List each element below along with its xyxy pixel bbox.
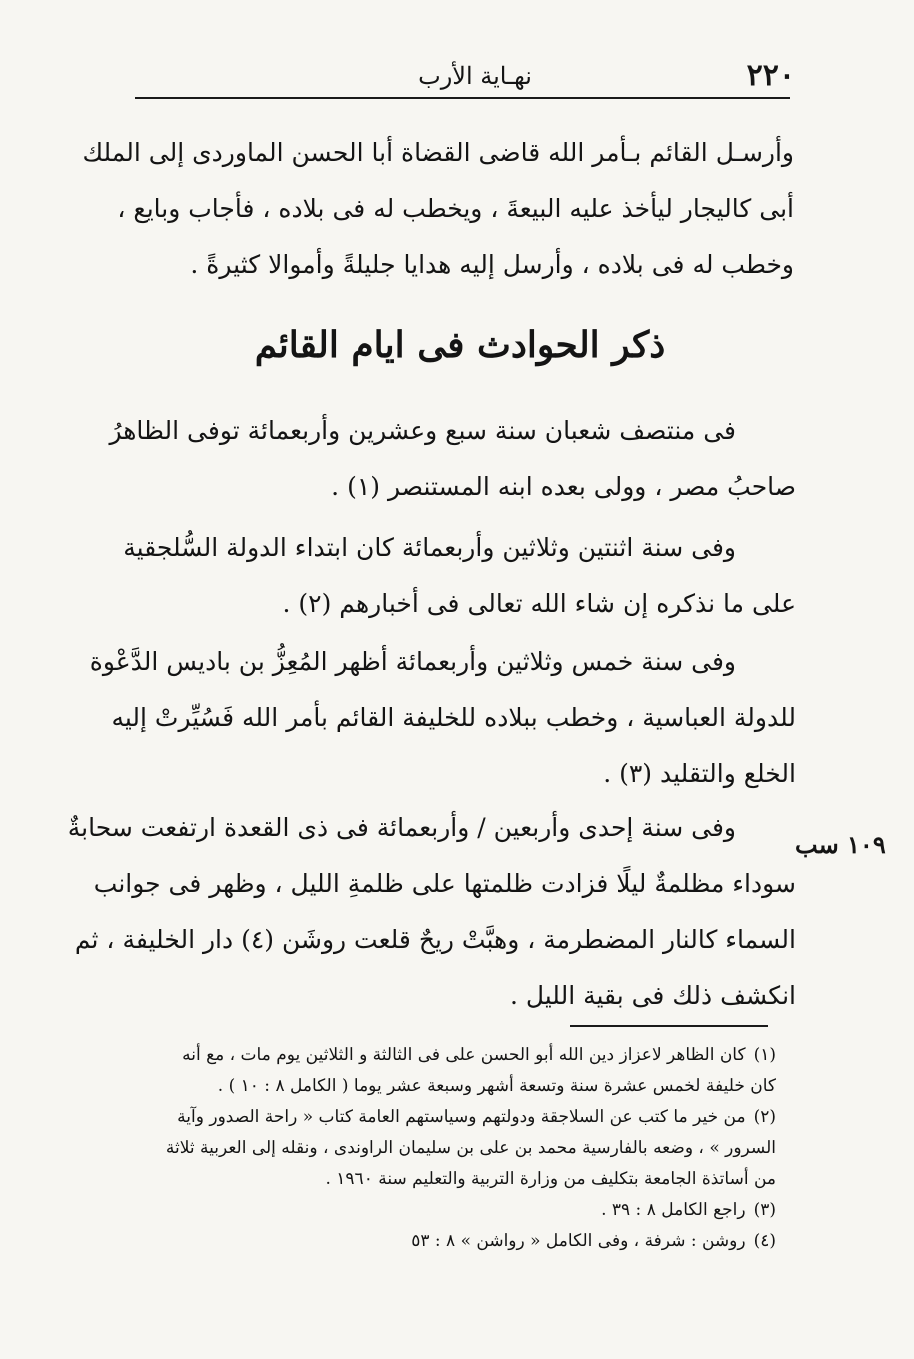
marginal-note: ١٠٩ سب [795, 830, 886, 859]
footnote-3 [126, 1195, 776, 1226]
footnote-2 [126, 1102, 776, 1195]
text-line: وفى سنة إحدى وأربعين / وأربعمائة فى ذى القعدة ارتفعت سحابةٌ [67, 813, 736, 842]
footnote-number: (٢) [753, 1107, 776, 1127]
footnote-line [126, 1195, 776, 1226]
text-line: السماء كالنار المضطرمة ، وهبَّتْ ريحٌ قلعت روشَن (٤) دار الخليفة ، ثم [74, 925, 796, 954]
footnote-line: كان خليفة لخمس عشرة سنة وتسعة أشهر وسبعة عشر يوما ( الكامل ٨ : ١٠ ) . [217, 1076, 776, 1096]
footnote-line [126, 1102, 776, 1133]
page-header [135, 58, 795, 96]
text-line: صاحبُ مصر ، وولى بعده ابنه المستنصر (١) . [331, 472, 796, 501]
paragraph-3 [89, 634, 796, 802]
footnote-number: (٣) [753, 1200, 776, 1220]
text-line: للدولة العباسية ، وخطب ببلاده للخليفة القائم بأمر الله فَسُيِّرتْ إليه [111, 703, 796, 732]
text-line: سوداء مظلمةٌ ليلًا فزادت ظلمتها على ظلمةِ الليل ، وظهر فى جوانب [93, 869, 796, 898]
running-head: نهـاية الأرب [418, 62, 532, 90]
footnote-number: (١) [753, 1045, 776, 1065]
footnote-text: كان الظاهر لاعزاز دين الله أبو الحسن على فى الثالثة و الثلاثين يوم مات ، مع أنه [182, 1045, 746, 1065]
footnote-number: (٤) [753, 1231, 776, 1251]
text-line: الخلع والتقليد (٣) . [603, 759, 796, 788]
footnote-1 [126, 1040, 776, 1102]
footnote-rule [570, 1025, 768, 1027]
paragraph-4 [67, 800, 796, 1024]
footnote-text: روشن : شرفة ، وفى الكامل « رواشن » ٨ : ٥٣ [411, 1231, 746, 1251]
text-line: وفى سنة اثنتين وثلاثين وأربعمائة كان ابتداء الدولة السُّلجقية [123, 533, 736, 562]
text-line: وخطب له فى بلاده ، وأرسل إليه هدايا جليلةً وأموالا كثيرةً . [190, 250, 794, 279]
footnote-line [126, 1226, 776, 1257]
section-title: ذكر الحوادث فى ايام القائم [254, 324, 666, 366]
text-line: وأرسـل القائم بـأمر الله قاضى القضاة أبا الحسن الماوردى إلى الملك [82, 138, 794, 167]
footnote-text: من خير ما كتب عن السلاجقة ودولتهم وسياستهم العامة كتاب « راحة الصدور وآية [177, 1107, 746, 1127]
text-line: فى منتصف شعبان سنة سبع وعشرين وأربعمائة توفى الظاهرُ [109, 416, 736, 445]
footnote-text: راجع الكامل ٨ : ٣٩ . [601, 1200, 746, 1220]
footnote-line: السرور » ، وضعه بالفارسية محمد بن على بن سليمان الراوندى ، ونقله إلى العربية ثلاثة [165, 1138, 776, 1158]
header-rule [135, 97, 790, 99]
page-number: ٢٢٠ [746, 58, 795, 93]
footnote-line: من أساتذة الجامعة بتكليف من وزارة التربية والتعليم سنة ١٩٦٠ . [325, 1169, 776, 1189]
text-line: أبى كاليجار ليأخذ عليه البيعةَ ، ويخطب له فى بلاده ، فأجاب وبايع ، [117, 194, 794, 223]
footnote-line [126, 1040, 776, 1071]
footnote-4 [126, 1226, 776, 1257]
paragraph-2 [123, 520, 796, 632]
footnotes [126, 1040, 776, 1257]
paragraph-1 [109, 403, 796, 515]
text-line: انكشف ذلك فى بقية الليل . [509, 981, 796, 1010]
intro-paragraph [82, 125, 794, 293]
text-line: وفى سنة خمس وثلاثين وأربعمائة أظهر المُعِزُّ بن باديس الدَّعْوة [89, 647, 736, 676]
text-line: على ما نذكره إن شاء الله تعالى فى أخبارهم (٢) . [282, 589, 796, 618]
